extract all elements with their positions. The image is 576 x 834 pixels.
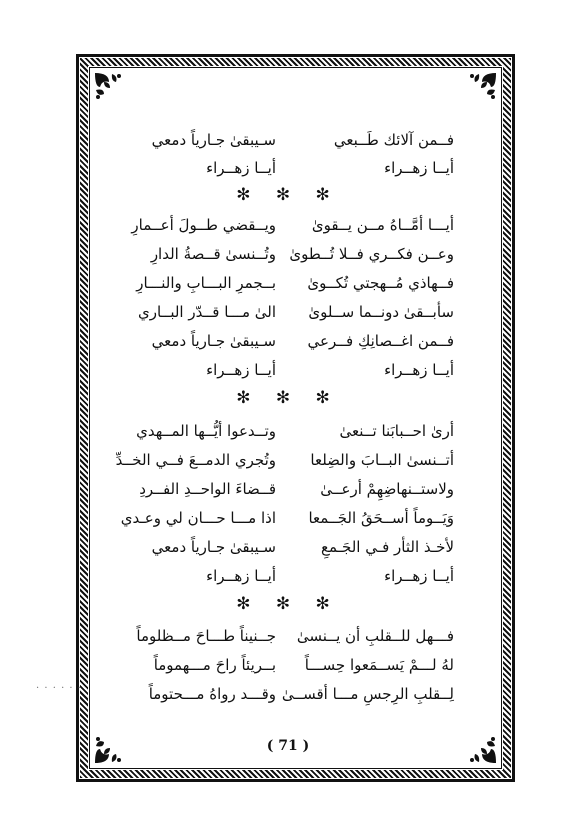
refrain-line <box>0 357 576 387</box>
verse-first-hemistich: فـــهل للــقلبِ أن يــنسىٰ <box>296 627 454 645</box>
verse-first-hemistich: أرىٰ احــبابَنا تــنعىٰ <box>339 422 454 440</box>
verse-second-hemistich: ويــقضي طــولَ أعــمارِ <box>131 216 276 234</box>
verse-first-hemistich: أتــنسىٰ البــابَ والضِلعا <box>310 451 454 469</box>
verse-line <box>0 623 576 653</box>
verse-line <box>0 418 576 448</box>
verse-second-hemistich: سـيبقىٰ جـارياً دمعي <box>151 538 276 556</box>
verse-second-hemistich: سـيبقىٰ جـارياً دمعي <box>151 131 276 149</box>
verse-second-hemistich: وتــدعوا أيُّــها المــهدي <box>136 422 276 440</box>
verse-line <box>0 681 576 711</box>
verse-line <box>0 328 576 358</box>
verse-line <box>0 212 576 242</box>
verse-line <box>0 505 576 535</box>
verse-second-hemistich: اذا مـــا حـــان لي وعـدي <box>120 509 276 527</box>
refrain-first: أيــا زهــراء <box>384 361 454 379</box>
verse-second-hemistich: قــضاءَ الواحــدِ الفــردِ <box>139 480 276 498</box>
verse-second-hemistich: سـيبقىٰ جـارياً دمعي <box>151 332 276 350</box>
verse-line <box>0 534 576 564</box>
verse-second-hemistich: بــريئاً راحَ مـــهموماً <box>153 656 276 674</box>
verse-line <box>0 299 576 329</box>
verse-first-hemistich: فــهاذي مُــهجتي تُكــوىٰ <box>307 274 454 292</box>
verse-first-hemistich: فــمن اغــصانِكِ فــرعي <box>307 332 454 350</box>
corner-ornament-icon <box>465 70 499 104</box>
refrain-second: أيــا زهــراء <box>206 159 276 177</box>
stanza-separator-stars: ✻ ✻ ✻ <box>236 594 340 614</box>
verse-second-hemistich: جــنيناً طـــاحَ مــظلوماً <box>136 627 276 645</box>
refrain-line <box>0 563 576 593</box>
margin-marks: · · · · · · <box>36 683 82 694</box>
stanza-separator-stars: ✻ ✻ ✻ <box>236 388 340 408</box>
verse-line <box>0 447 576 477</box>
verse-line <box>0 652 576 682</box>
verse-second-hemistich: وتُجري الدمــعَ فــي الخــدِّ <box>115 451 276 469</box>
verse-line <box>0 127 576 157</box>
verse-line <box>0 241 576 271</box>
refrain-line <box>0 155 576 185</box>
stanza-separator-stars: ✻ ✻ ✻ <box>236 185 340 205</box>
corner-ornament-icon <box>92 70 126 104</box>
verse-line <box>0 270 576 300</box>
verse-second-hemistich: وقـــد رواهُ مـــحتوماً <box>148 685 276 703</box>
verse-first-hemistich: وَيَــوماً أســحَقُ الجَــمعا <box>308 509 454 527</box>
verse-first-hemistich: لأخـذ الثأر فـي الجَـمعِ <box>320 538 454 556</box>
refrain-second: أيــا زهــراء <box>206 567 276 585</box>
verse-first-hemistich: سأبــقىٰ دونــما ســلوىٰ <box>308 303 454 321</box>
verse-first-hemistich: أيـــا أمَّــاهُ مــن يــقوىٰ <box>311 216 454 234</box>
refrain-first: أيــا زهــراء <box>384 159 454 177</box>
verse-second-hemistich: بــجمرِ البـــابِ والنـــارِ <box>136 274 276 292</box>
page-number: ( 71 ) <box>266 738 310 754</box>
verse-first-hemistich: لِــقلبِ الرِجسِ مـــا أقســىٰ <box>281 685 454 703</box>
verse-first-hemistich: فــمن آلائك طَــبعي <box>333 131 454 149</box>
verse-first-hemistich: وعــن فكــري فــلا تُــطوىٰ <box>289 245 454 263</box>
verse-second-hemistich: وتُــنسىٰ قــصةُ الدارِ <box>150 245 276 263</box>
verse-first-hemistich: لهُ لـــمْ يَســمَعوا حِســـاً <box>304 656 454 674</box>
refrain-second: أيــا زهــراء <box>206 361 276 379</box>
verse-first-hemistich: ولاستــنهاضِهِمْ أرعــىٰ <box>320 480 454 498</box>
verse-second-hemistich: الىٰ مـــا قــدّر البــاري <box>137 303 276 321</box>
verse-line <box>0 476 576 506</box>
refrain-first: أيــا زهــراء <box>384 567 454 585</box>
